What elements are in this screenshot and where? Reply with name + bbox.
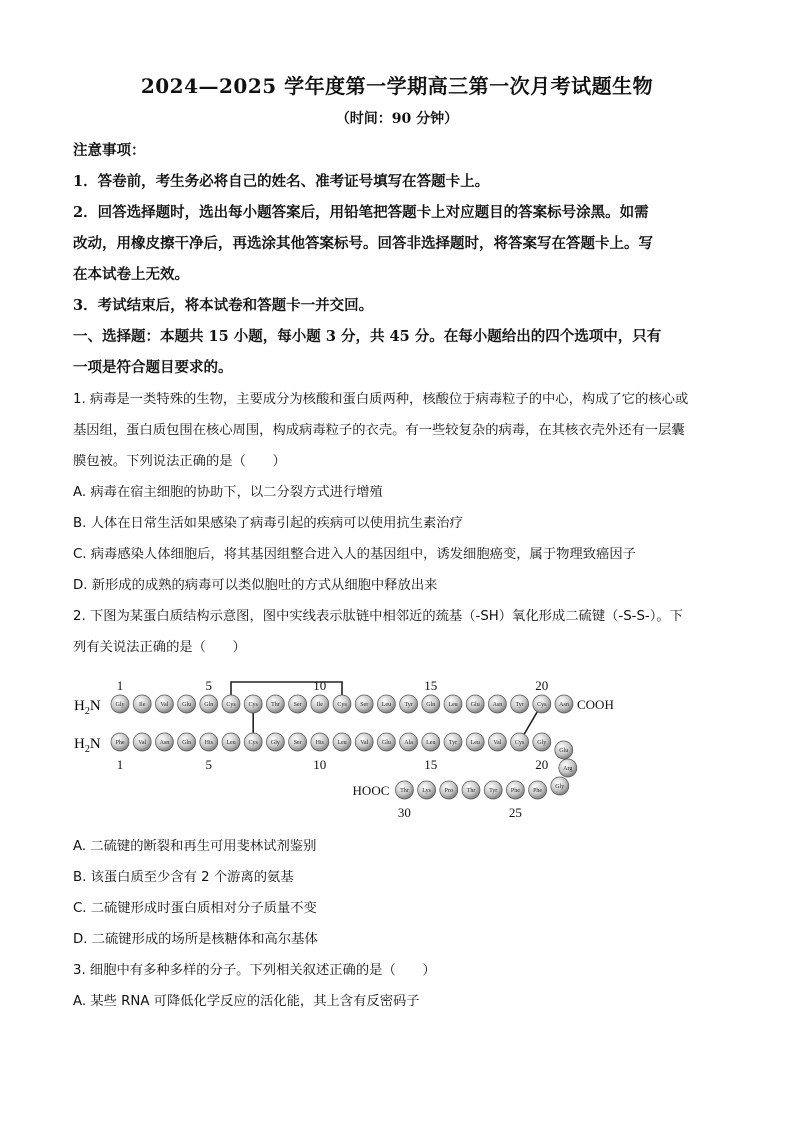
amino-acid-a-18 bbox=[488, 695, 506, 713]
amino-acid-b-13 bbox=[377, 733, 395, 751]
svg-text:Leu: Leu bbox=[381, 702, 392, 708]
amino-acid-b-10 bbox=[311, 733, 329, 751]
chain-a-amino-end: $H_2N$ bbox=[74, 698, 101, 717]
svg-text:Cys: Cys bbox=[226, 702, 236, 708]
amino-acid-b-21 bbox=[555, 741, 573, 759]
chain-a-number: 10 bbox=[313, 678, 327, 693]
svg-text:Tyr: Tyr bbox=[404, 702, 413, 708]
svg-text:Leu: Leu bbox=[426, 740, 436, 746]
svg-text:Tyr: Tyr bbox=[448, 740, 458, 746]
amino-acid-a-6 bbox=[222, 695, 240, 713]
amino-acid-b-8 bbox=[266, 733, 284, 751]
svg-text:Pro: Pro bbox=[444, 788, 453, 794]
amino-acid-b-11 bbox=[333, 733, 351, 751]
amino-acid-b-12 bbox=[355, 733, 373, 751]
notice-item-2-end: 在本试卷上无效。 bbox=[73, 266, 189, 283]
amino-acid-b-23 bbox=[551, 777, 569, 795]
svg-text:Leu: Leu bbox=[226, 740, 236, 746]
amino-acid-b-29 bbox=[418, 781, 436, 799]
q2-option-b: B. 该蛋白质至少含有 2 个游离的氨基 bbox=[73, 870, 294, 885]
q2-option-a: A. 二硫键的断裂和再生可用斐林试剂鉴别 bbox=[73, 839, 317, 854]
amino-acid-a-3 bbox=[155, 695, 173, 713]
q3-option-a: A. 某些 RNA 可降低化学反应的活化能，其上含有反密码子 bbox=[73, 994, 420, 1009]
amino-acid-a-20 bbox=[533, 695, 551, 713]
svg-text:Gly: Gly bbox=[555, 784, 565, 790]
svg-text:Gly: Gly bbox=[537, 740, 547, 746]
amino-acid-b-19 bbox=[511, 733, 529, 751]
q2-stem-2: 列有关说法正确的是（ ） bbox=[73, 640, 246, 655]
amino-acid-b-18 bbox=[488, 733, 506, 751]
amino-acid-a-7 bbox=[244, 695, 262, 713]
svg-text:Leu: Leu bbox=[470, 740, 480, 746]
svg-text:His: His bbox=[204, 740, 213, 746]
exam-time: （时间：90 分钟） bbox=[335, 111, 459, 127]
amino-acid-b-28 bbox=[440, 781, 458, 799]
chain-b-number: 10 bbox=[313, 757, 327, 772]
chain-b-number: 30 bbox=[397, 805, 411, 820]
svg-text:Tyr: Tyr bbox=[515, 702, 524, 708]
amino-acid-a-12 bbox=[355, 695, 373, 713]
q2-stem: 2. 下图为某蛋白质结构示意图，图中实线表示肽链中相邻近的巯基（-SH）氧化形成二硫键（-S-S-）。下 bbox=[73, 609, 683, 624]
svg-text:Gly: Gly bbox=[115, 702, 125, 708]
amino-acid-a-4 bbox=[178, 695, 196, 713]
amino-acid-b-6 bbox=[222, 733, 240, 751]
amino-acid-b-27 bbox=[462, 781, 480, 799]
chain-a-carboxyl-end: COOH bbox=[577, 697, 614, 712]
q1-option-b: B. 人体在日常生活如果感染了病毒引起的疾病可以使用抗生素治疗 bbox=[73, 516, 463, 531]
q3-stem: 3. 细胞中有多种多样的分子。下列相关叙述正确的是（ ） bbox=[73, 963, 436, 978]
q1-option-c: C. 病毒感染人体细胞后，将其基因组整合进入人的基因组中，诱发细胞癌变，属于物理致癌因子 bbox=[73, 547, 636, 562]
svg-text:Gln: Gln bbox=[426, 702, 436, 708]
chain-b bbox=[111, 733, 577, 799]
q2-option-c: C. 二硫键形成时蛋白质相对分子质量不变 bbox=[73, 901, 317, 916]
svg-text:Ile: Ile bbox=[316, 702, 323, 708]
notice-item-1: 1．答卷前，考生务必将自己的姓名、准考证号填写在答题卡上。 bbox=[73, 173, 490, 190]
svg-text:Gly: Gly bbox=[270, 740, 280, 746]
amino-acid-a-15 bbox=[422, 695, 440, 713]
q1-stem-3: 膜包被。下列说法正确的是（ ） bbox=[73, 454, 286, 469]
svg-text:Asn: Asn bbox=[159, 740, 170, 746]
svg-text:Cys: Cys bbox=[337, 702, 347, 708]
svg-text:Thr: Thr bbox=[271, 702, 280, 708]
protein-structure-diagram bbox=[72, 672, 632, 822]
svg-text:Cys: Cys bbox=[248, 702, 258, 708]
amino-acid-b-15 bbox=[422, 733, 440, 751]
svg-text:Cys: Cys bbox=[248, 740, 258, 746]
amino-acid-b-2 bbox=[133, 733, 151, 751]
notice-item-3: 3．考试结束后，将本试卷和答题卡一并交回。 bbox=[73, 297, 374, 314]
svg-text:Asn: Asn bbox=[559, 702, 569, 708]
svg-text:His: His bbox=[315, 740, 324, 746]
svg-text:Val: Val bbox=[360, 740, 369, 746]
q2-option-d: D. 二硫键形成的场所是核糖体和高尔基体 bbox=[73, 932, 318, 947]
chain-b-number: 20 bbox=[535, 757, 549, 772]
chain-b-number: 15 bbox=[424, 757, 438, 772]
amino-acid-a-2 bbox=[133, 695, 151, 713]
amino-acid-b-25 bbox=[506, 781, 524, 799]
svg-text:Phe: Phe bbox=[115, 740, 125, 746]
svg-text:Gln: Gln bbox=[204, 702, 214, 708]
svg-text:Asn: Asn bbox=[492, 702, 503, 708]
q1-option-d: D. 新形成的成熟的病毒可以类似胞吐的方式从细胞中释放出来 bbox=[73, 578, 438, 593]
amino-acid-a-14 bbox=[400, 695, 418, 713]
notice-heading: 注意事项： bbox=[73, 142, 146, 159]
section-heading-cont: 一项是符合题目要求的。 bbox=[73, 359, 233, 376]
chain-b-number: 25 bbox=[508, 805, 522, 820]
svg-text:Phe: Phe bbox=[533, 788, 543, 794]
page-title: 2024—2025 学年度第一学期高三第一次月考试题生物 bbox=[140, 74, 654, 98]
svg-text:Tyr: Tyr bbox=[489, 788, 498, 794]
chain-a-number: 20 bbox=[535, 678, 549, 693]
chain-a-number: 1 bbox=[116, 678, 124, 693]
amino-acid-b-1 bbox=[111, 733, 129, 751]
svg-text:Leu: Leu bbox=[337, 740, 347, 746]
svg-text:Glu: Glu bbox=[559, 748, 569, 754]
q1-option-a: A. 病毒在宿主细胞的协助下，以二分裂方式进行增殖 bbox=[73, 485, 383, 500]
amino-acid-b-24 bbox=[529, 781, 547, 799]
svg-text:Ser: Ser bbox=[293, 702, 302, 708]
notice-item-2-cont: 改动，用橡皮擦干净后，再选涂其他答案标号。回答非选择题时，将答案写在答题卡上。写 bbox=[73, 235, 653, 252]
svg-text:Gln: Gln bbox=[182, 740, 192, 746]
notice-item-2: 2．回答选择题时，选出每小题答案后，用铅笔把答题卡上对应题目的答案标号涂黑。如需 bbox=[73, 204, 649, 221]
amino-acid-b-5 bbox=[200, 733, 218, 751]
svg-text:Lys: Lys bbox=[422, 788, 431, 794]
svg-text:Glu: Glu bbox=[470, 702, 480, 708]
svg-text:Val: Val bbox=[160, 702, 169, 708]
amino-acid-b-20 bbox=[533, 733, 551, 751]
svg-text:Ser: Ser bbox=[360, 702, 369, 708]
svg-text:Val: Val bbox=[493, 740, 502, 746]
svg-text:Ala: Ala bbox=[404, 740, 413, 746]
q1-stem-2: 基因组，蛋白质包围在核心周围，构成病毒粒子的衣壳。有一些较复杂的病毒，在其核衣壳外还有一层囊 bbox=[73, 423, 685, 438]
amino-acid-b-22 bbox=[559, 759, 577, 777]
svg-text:Cys: Cys bbox=[514, 740, 525, 746]
chain-a bbox=[111, 695, 573, 713]
amino-acid-a-17 bbox=[466, 695, 484, 713]
amino-acid-a-8 bbox=[266, 695, 284, 713]
amino-acid-b-14 bbox=[400, 733, 418, 751]
amino-acid-a-16 bbox=[444, 695, 462, 713]
amino-acid-a-9 bbox=[289, 695, 307, 713]
amino-acid-b-16 bbox=[444, 733, 462, 751]
amino-acid-b-17 bbox=[466, 733, 484, 751]
chain-b-number: 1 bbox=[116, 757, 124, 772]
chain-a-number: 15 bbox=[424, 678, 438, 693]
svg-text:Glu: Glu bbox=[182, 702, 192, 708]
amino-acid-b-3 bbox=[155, 733, 173, 751]
svg-text:Thr: Thr bbox=[466, 788, 476, 794]
amino-acid-a-19 bbox=[511, 695, 529, 713]
amino-acid-b-4 bbox=[178, 733, 196, 751]
amino-acid-b-7 bbox=[244, 733, 262, 751]
amino-acid-a-11 bbox=[333, 695, 351, 713]
svg-text:Ser: Ser bbox=[293, 740, 302, 746]
svg-text:Leu: Leu bbox=[448, 702, 458, 708]
chain-a-number: 5 bbox=[205, 678, 213, 693]
svg-text:Thr: Thr bbox=[400, 788, 409, 794]
svg-text:Phe: Phe bbox=[510, 788, 520, 794]
svg-text:Cys: Cys bbox=[537, 702, 547, 708]
amino-acid-a-21 bbox=[555, 695, 573, 713]
amino-acid-b-9 bbox=[289, 733, 307, 751]
svg-text:Val: Val bbox=[138, 740, 147, 746]
amino-acid-a-1 bbox=[111, 695, 129, 713]
amino-acid-b-30 bbox=[395, 781, 413, 799]
amino-acid-b-26 bbox=[484, 781, 502, 799]
amino-acid-a-10 bbox=[311, 695, 329, 713]
amino-acid-a-5 bbox=[200, 695, 218, 713]
svg-text:Arg: Arg bbox=[563, 766, 573, 772]
svg-text:Glu: Glu bbox=[381, 740, 391, 746]
amino-acid-a-13 bbox=[377, 695, 395, 713]
q1-stem: 1. 病毒是一类特殊的生物，主要成分为核酸和蛋白质两种，核酸位于病毒粒子的中心，构成了它的核心或 bbox=[73, 392, 689, 407]
svg-text:Ile: Ile bbox=[139, 702, 146, 708]
section-heading: 一、选择题：本题共 15 小题，每小题 3 分，共 45 分。在每小题给出的四个选项中，只有 bbox=[73, 328, 662, 345]
chain-b-carboxyl-end: HOOC bbox=[352, 783, 390, 798]
chain-b-number: 5 bbox=[205, 757, 213, 772]
chain-b-amino-end: $H_2N$ bbox=[74, 736, 101, 755]
